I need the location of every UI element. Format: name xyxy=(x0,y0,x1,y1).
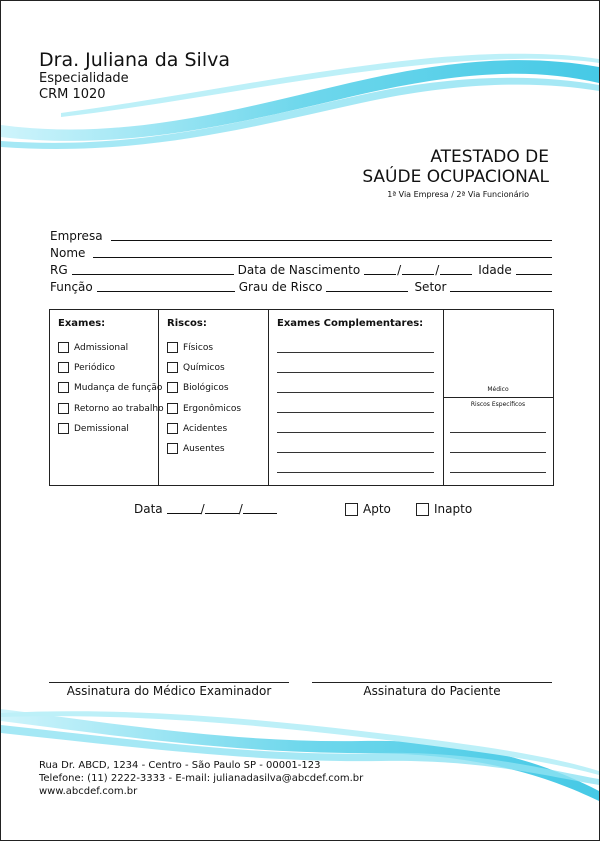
exam-grid xyxy=(49,309,554,486)
checkbox-box[interactable] xyxy=(167,382,178,393)
exames-column xyxy=(50,310,159,485)
grau-risco-line[interactable] xyxy=(326,290,408,292)
complementar-line[interactable] xyxy=(277,412,434,413)
exame-label: Demissional xyxy=(74,423,129,434)
complementar-line[interactable] xyxy=(277,372,434,373)
doctor-name: Dra. Juliana da Silva xyxy=(39,49,230,71)
exame-demissional-checkbox[interactable] xyxy=(58,423,129,434)
risco-ausentes-checkbox[interactable] xyxy=(167,443,225,454)
rg-line[interactable] xyxy=(72,273,234,275)
nascimento-year-line[interactable] xyxy=(440,273,472,275)
nascimento-day-line[interactable] xyxy=(364,273,396,275)
apto-checkbox[interactable] xyxy=(345,502,391,516)
date-slash: / xyxy=(435,263,440,277)
document-subtitle: 1ª Via Empresa / 2ª Via Funcionário xyxy=(387,190,529,199)
riscos-especificos-line[interactable] xyxy=(450,472,546,473)
date-slash: / xyxy=(238,502,243,516)
checkbox-box[interactable] xyxy=(58,342,69,353)
exames-title: Exames: xyxy=(58,318,106,329)
risco-ergonomicos-checkbox[interactable] xyxy=(167,403,241,414)
complementar-line[interactable] xyxy=(277,452,434,453)
checkbox-box[interactable] xyxy=(58,382,69,393)
risco-label: Biológicos xyxy=(183,382,229,393)
setor-label: Setor xyxy=(414,280,447,294)
risco-label: Físicos xyxy=(183,342,214,353)
nascimento-label: Data de Nascimento xyxy=(237,263,361,277)
field-rg-row xyxy=(50,261,552,277)
checkbox-box[interactable] xyxy=(167,342,178,353)
nome-label: Nome xyxy=(50,246,86,260)
exame-admissional-checkbox[interactable] xyxy=(58,342,128,353)
document-title xyxy=(362,147,549,187)
checkbox-box[interactable] xyxy=(167,403,178,414)
signature-line-medico[interactable] xyxy=(49,682,289,683)
nome-line[interactable] xyxy=(93,256,552,258)
field-funcao-row xyxy=(50,278,552,294)
empresa-line[interactable] xyxy=(111,239,552,241)
data-month-line[interactable] xyxy=(205,512,239,514)
title-line-1: ATESTADO DE xyxy=(430,147,549,167)
exame-label: Retorno ao trabalho xyxy=(74,403,164,414)
exame-mudanca-checkbox[interactable] xyxy=(58,382,162,393)
date-slash: / xyxy=(397,263,402,277)
nascimento-month-line[interactable] xyxy=(402,273,434,275)
title-line-2: SAÚDE OCUPACIONAL xyxy=(362,167,549,187)
checkbox-box[interactable] xyxy=(167,423,178,434)
riscos-title: Riscos: xyxy=(167,318,207,329)
risco-acidentes-checkbox[interactable] xyxy=(167,423,227,434)
risco-label: Químicos xyxy=(183,362,225,373)
complementar-line[interactable] xyxy=(277,392,434,393)
checkbox-box[interactable] xyxy=(58,403,69,414)
doctor-specialty: Especialidade xyxy=(39,71,129,86)
checkbox-box[interactable] xyxy=(416,503,429,516)
riscos-especificos-line[interactable] xyxy=(450,432,546,433)
footer-website[interactable]: www.abcdef.com.br xyxy=(39,786,138,797)
rg-label: RG xyxy=(50,263,68,277)
exame-periodico-checkbox[interactable] xyxy=(58,362,115,373)
riscos-especificos-label: Riscos Específicos xyxy=(470,401,526,408)
inapto-checkbox[interactable] xyxy=(416,502,472,516)
checkbox-box[interactable] xyxy=(167,362,178,373)
apto-label: Apto xyxy=(363,502,391,516)
riscos-especificos-line[interactable] xyxy=(450,452,546,453)
risco-biologicos-checkbox[interactable] xyxy=(167,382,229,393)
date-slash: / xyxy=(200,502,205,516)
checkbox-box[interactable] xyxy=(167,443,178,454)
funcao-label: Função xyxy=(50,280,93,294)
field-nome[interactable] xyxy=(50,244,552,260)
risco-label: Ergonômicos xyxy=(183,403,242,414)
signature-line-paciente[interactable] xyxy=(312,682,552,683)
exame-retorno-checkbox[interactable] xyxy=(58,403,164,414)
idade-label: Idade xyxy=(478,263,512,277)
risco-fisicos-checkbox[interactable] xyxy=(167,342,213,353)
data-day-line[interactable] xyxy=(167,512,201,514)
idade-line[interactable] xyxy=(516,273,552,275)
exame-label: Periódico xyxy=(74,362,116,373)
complementar-line[interactable] xyxy=(277,472,434,473)
risco-label: Acidentes xyxy=(183,423,228,434)
date-row xyxy=(134,502,277,516)
signature-label-paciente: Assinatura do Paciente xyxy=(363,684,501,698)
setor-line[interactable] xyxy=(450,290,552,292)
complementares-title: Exames Complementares: xyxy=(277,318,424,329)
checkbox-box[interactable] xyxy=(58,423,69,434)
complementar-line[interactable] xyxy=(277,352,434,353)
exame-label: Admissional xyxy=(74,342,129,353)
footer-contact: Telefone: (11) 2222-3333 - E-mail: julianadasilva@abcdef.com.br xyxy=(39,773,364,784)
risco-label: Ausentes xyxy=(183,443,225,454)
medico-label: Médico xyxy=(487,386,509,393)
complementar-line[interactable] xyxy=(277,432,434,433)
footer-address: Rua Dr. ABCD, 1234 - Centro - São Paulo SP - 00001-123 xyxy=(39,760,321,771)
risco-quimicos-checkbox[interactable] xyxy=(167,362,225,373)
riscos-column xyxy=(158,310,269,485)
inapto-label: Inapto xyxy=(434,502,473,516)
field-empresa[interactable] xyxy=(50,227,552,243)
checkbox-box[interactable] xyxy=(345,503,358,516)
doctor-crm: CRM 1020 xyxy=(39,87,106,102)
signature-label-medico: Assinatura do Médico Examinador xyxy=(66,684,272,698)
exame-label: Mudança de função xyxy=(74,382,163,393)
complementares-column xyxy=(268,310,444,485)
data-year-line[interactable] xyxy=(243,512,277,514)
data-label: Data xyxy=(134,502,163,516)
checkbox-box[interactable] xyxy=(58,362,69,373)
medico-divider xyxy=(443,397,553,398)
grau-risco-label: Grau de Risco xyxy=(238,280,323,294)
empresa-label: Empresa xyxy=(50,229,103,243)
funcao-line[interactable] xyxy=(97,290,235,292)
